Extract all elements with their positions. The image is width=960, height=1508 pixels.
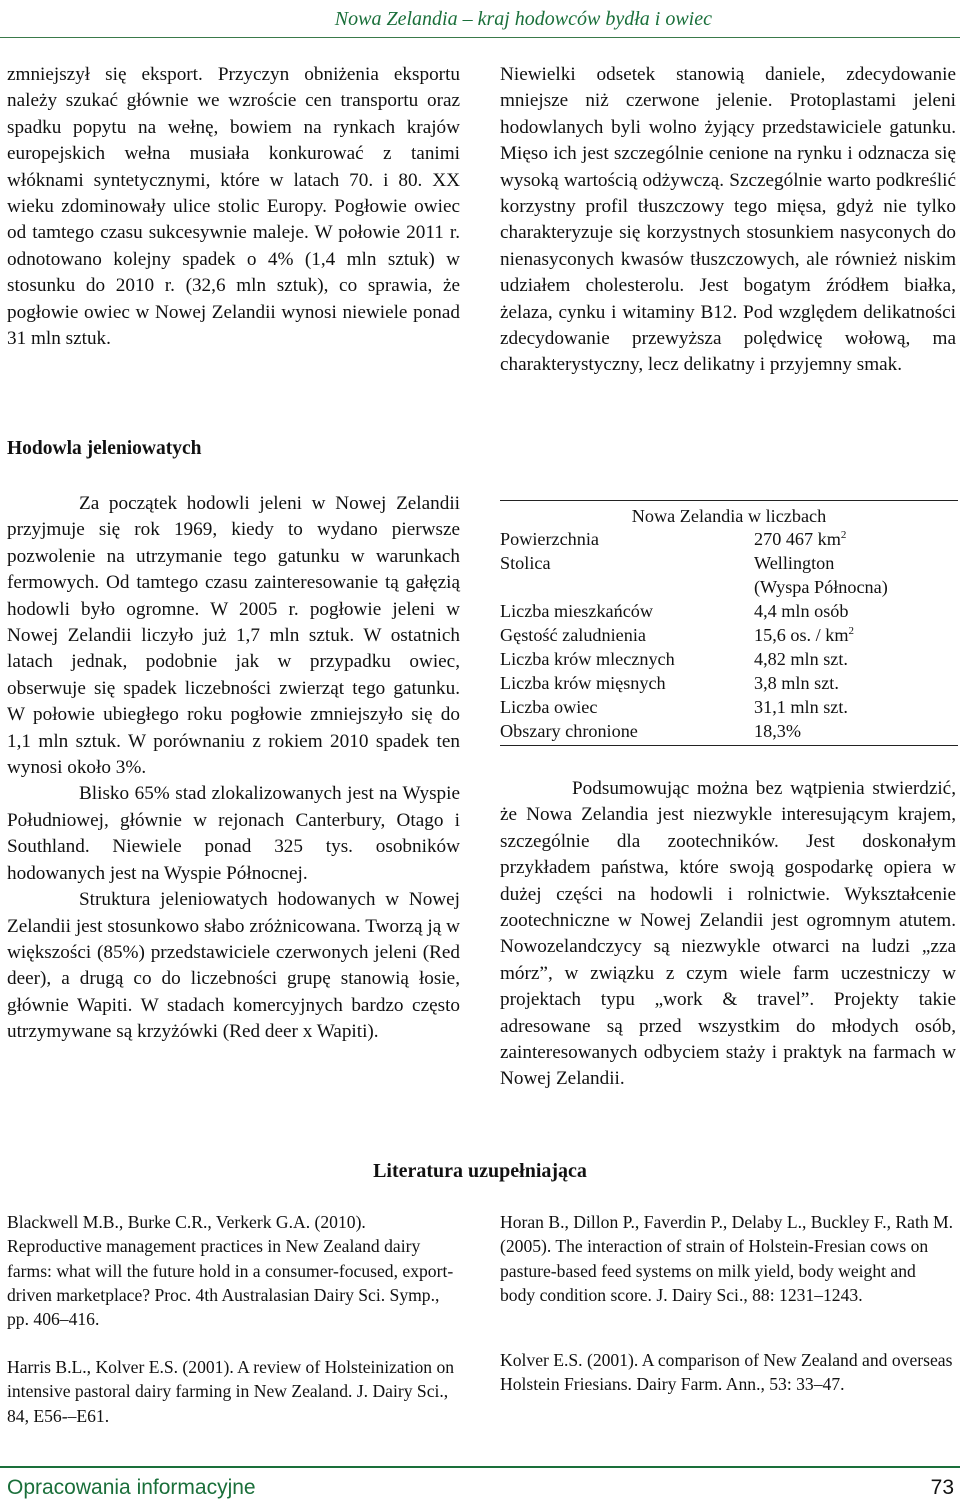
- paragraph: Za początek hodowli jeleni w Nowej Zelandii przyjmuje się rok 1969, kiedy to wydano pierwsze pozwolenie na utrzymanie tego gatunku w warunkach fermowych. Od tamtego czasu zainteresowanie tą gałęzią hodowli było ogromne. W 2005 r. pogłowie jeleni w Nowej Zelandii liczyło już 1,7 mln sztuk. W ostatnich latach jednak, podobnie jak w przypadku owiec, obserwuje się spadek liczebności zwierząt tego gatunku. W połowie ubiegłego roku pogłowie zmniejszyło się do 1,1 mln sztuk. W porównaniu z rokiem 2010 spadek ten wynosi około 3%.: [7, 493, 460, 779]
- table-row-label: Liczba krów mlecznych: [500, 649, 675, 669]
- table-body: [500, 527, 958, 743]
- table-row-value: [754, 719, 958, 743]
- section-heading: Hodowla jeleniowatych: [7, 438, 202, 459]
- value-text: 15,6 os. / km: [754, 625, 849, 645]
- table-row: [500, 647, 958, 671]
- reference-item: [500, 1348, 955, 1397]
- reference-item: [7, 1355, 462, 1428]
- left-column-bottom: [7, 491, 460, 1046]
- left-column-top: [7, 62, 460, 352]
- table-row: [500, 527, 958, 551]
- reference-item: [500, 1210, 955, 1307]
- table-row: [500, 695, 958, 719]
- table-row-value: [754, 623, 958, 647]
- footer-brand: Opracowania informacyjne: [7, 1476, 256, 1499]
- header-divider: [0, 37, 960, 38]
- value-note: (Wyspa Północna): [754, 577, 888, 597]
- paragraph: Blisko 65% stad zlokalizowanych jest na Wyspie Południowej, głównie w rejonach Canterbury, Otago i Southland. Niewiele ponad 325 tys. osobników hodowanych jest na Wyspie Północnej.: [7, 783, 460, 884]
- table-row-value: [754, 671, 958, 695]
- table-row-value: [754, 695, 958, 719]
- value-text: Wellington: [754, 553, 835, 573]
- right-column-top: [500, 62, 956, 379]
- reference-text: Horan B., Dillon P., Faverdin P., Delaby L., Buckley F., Rath M. (2005). The interaction of strain of Holstein-Fresian cows on pasture-based feed systems on milk yield, body weight and body condition score. J. Dairy Sci., 88: 1231–1243.: [500, 1212, 954, 1305]
- page-header: [0, 0, 960, 38]
- table-row: [500, 719, 958, 743]
- table-row-value: [754, 551, 958, 599]
- value-text: 18,3%: [754, 721, 801, 741]
- table-row-label: Gęstość zaludnienia: [500, 625, 646, 645]
- value-text: 31,1 mln szt.: [754, 697, 848, 717]
- value-text: 3,8 mln szt.: [754, 673, 839, 693]
- literature-heading: Literatura uzupełniająca: [373, 1160, 587, 1182]
- table-row-value: [754, 647, 958, 671]
- table-row: [500, 671, 958, 695]
- table-row: [500, 599, 958, 623]
- reference-item: [7, 1210, 462, 1331]
- paragraph: Struktura jeleniowatych hodowanych w Nowej Zelandii jest stosunkowo słabo zróżnicowana. Tworzą ją w większości (85%) przedstawiciele czerwonych jeleni (Red deer), a drugą co do liczebności grupę stanowią łosie, głównie Wapiti. W stadach komercyjnych bardzo często utrzymywane są krzyżówki (Red deer x Wapiti).: [7, 889, 460, 1043]
- paragraph: Podsumowując można bez wątpienia stwierdzić, że Nowa Zelandia jest niezwykle interesującym krajem, szczególnie dla zootechników. Jest doskonałym przykładem państwa, które swoją gospodarkę opiera w dużej części na hodowli i rolnictwie. Wykształcenie zootechniczne w Nowej Zelandii jest ogromnym atutem. Nowozelandczycy są niezwykle otwarci na ludzi „zza mórz”, w związku z czym wiele farm uczestniczy w projektach typu „work & travel”. Projekty takie adresowane są przed wszystkim do młodych osób, zainteresowanych odbyciem staży i praktyk na farmach w Nowej Zelandii.: [500, 778, 956, 1090]
- footer-divider: [0, 1466, 960, 1468]
- table-row-label: Liczba krów mięsnych: [500, 673, 666, 693]
- value-superscript: 2: [840, 529, 847, 541]
- table-bottom-rule: [500, 745, 958, 746]
- value-text: 4,4 mln osób: [754, 601, 849, 621]
- reference-text: Blackwell M.B., Burke C.R., Verkerk G.A. (2010). Reproductive management practices in New Zealand dairy farms: what will the future hold in a consumer-focused, export-driven marketplace? Proc. 4th Australasian Dairy Sci. Symp., pp. 406–416.: [7, 1212, 454, 1330]
- reference-text: Kolver E.S. (2001). A comparison of New Zealand and overseas Holstein Friesians. Dairy Farm. Ann., 53: 33–47.: [500, 1350, 953, 1395]
- paragraph: zmniejszył się eksport. Przyczyn obniżenia eksportu należy szukać głównie we wzroście cen transportu oraz spadku popytu na wełnę, bowiem na rynkach krajów europejskich wełna musiała konkurować z tanimi włóknami syntetycznymi, które w latach 70. i 80. XX wieku zdominowały ulice stolic Europy. Pogłowie owiec od tamtego czasu sukcesywnie maleje. W połowie 2011 r. odnotowano kolejny spadek o 4% (1,4 mln sztuk) w stosunku do 2010 r. (32,6 mln sztuk), co sprawia, że pogłowie owiec w Nowej Zelandii wynosi niewiele ponad 31 mln sztuk.: [7, 64, 460, 350]
- paragraph: Niewielki odsetek stanowią daniele, zdecydowanie mniejsze niż czerwone jelenie. Protoplastami jeleni hodowlanych byli wolno żyjący przedstawiciele gatunku. Mięso ich jest szczególnie cenione na rynku i odznacza się wysoką wartością odżywczą. Szczególnie warto podkreślić korzystny profil tłuszczowy tego mięsa, gdyż nie tylko charakteryzuje się korzystnych stosunkiem nasyconych do nienasyconych kwasów tłuszczowych, ale również niskim udziałem cholesterolu. Jest bogatym źródłem białka, żelaza, cynku i witaminy B12. Pod względem delikatności zdecydowanie przewyższa polędwicę wołową, ma charakterystyczny, lecz delikatny i przyjemny smak.: [500, 64, 956, 376]
- table-row-label: Liczba owiec: [500, 697, 598, 717]
- table-caption: Nowa Zelandia w liczbach: [631, 506, 827, 526]
- table-row-label: Obszary chronione: [500, 721, 638, 741]
- table-row-label: Powierzchnia: [500, 529, 599, 549]
- table-row: [500, 551, 958, 599]
- table-row-value: [754, 599, 958, 623]
- value-text: 4,82 mln szt.: [754, 649, 848, 669]
- running-title: Nowa Zelandia – kraj hodowców bydła i owiec: [334, 8, 712, 30]
- table-row-value: [754, 527, 958, 551]
- table-row-label: Liczba mieszkańców: [500, 601, 654, 621]
- table-top-rule: [500, 500, 958, 501]
- facts-table: [500, 500, 958, 746]
- table-row: [500, 623, 958, 647]
- right-column-bottom: [500, 776, 956, 1093]
- table-row-label: Stolica: [500, 553, 551, 573]
- reference-text: Harris B.L., Kolver E.S. (2001). A review of Holsteinization on intensive pastoral dairy farming in New Zealand. J. Dairy Sci., 84, E56-–E61.: [7, 1357, 455, 1426]
- value-superscript: 2: [848, 625, 854, 637]
- page-number: 73: [930, 1476, 954, 1499]
- value-text: 270 467 km: [754, 529, 841, 549]
